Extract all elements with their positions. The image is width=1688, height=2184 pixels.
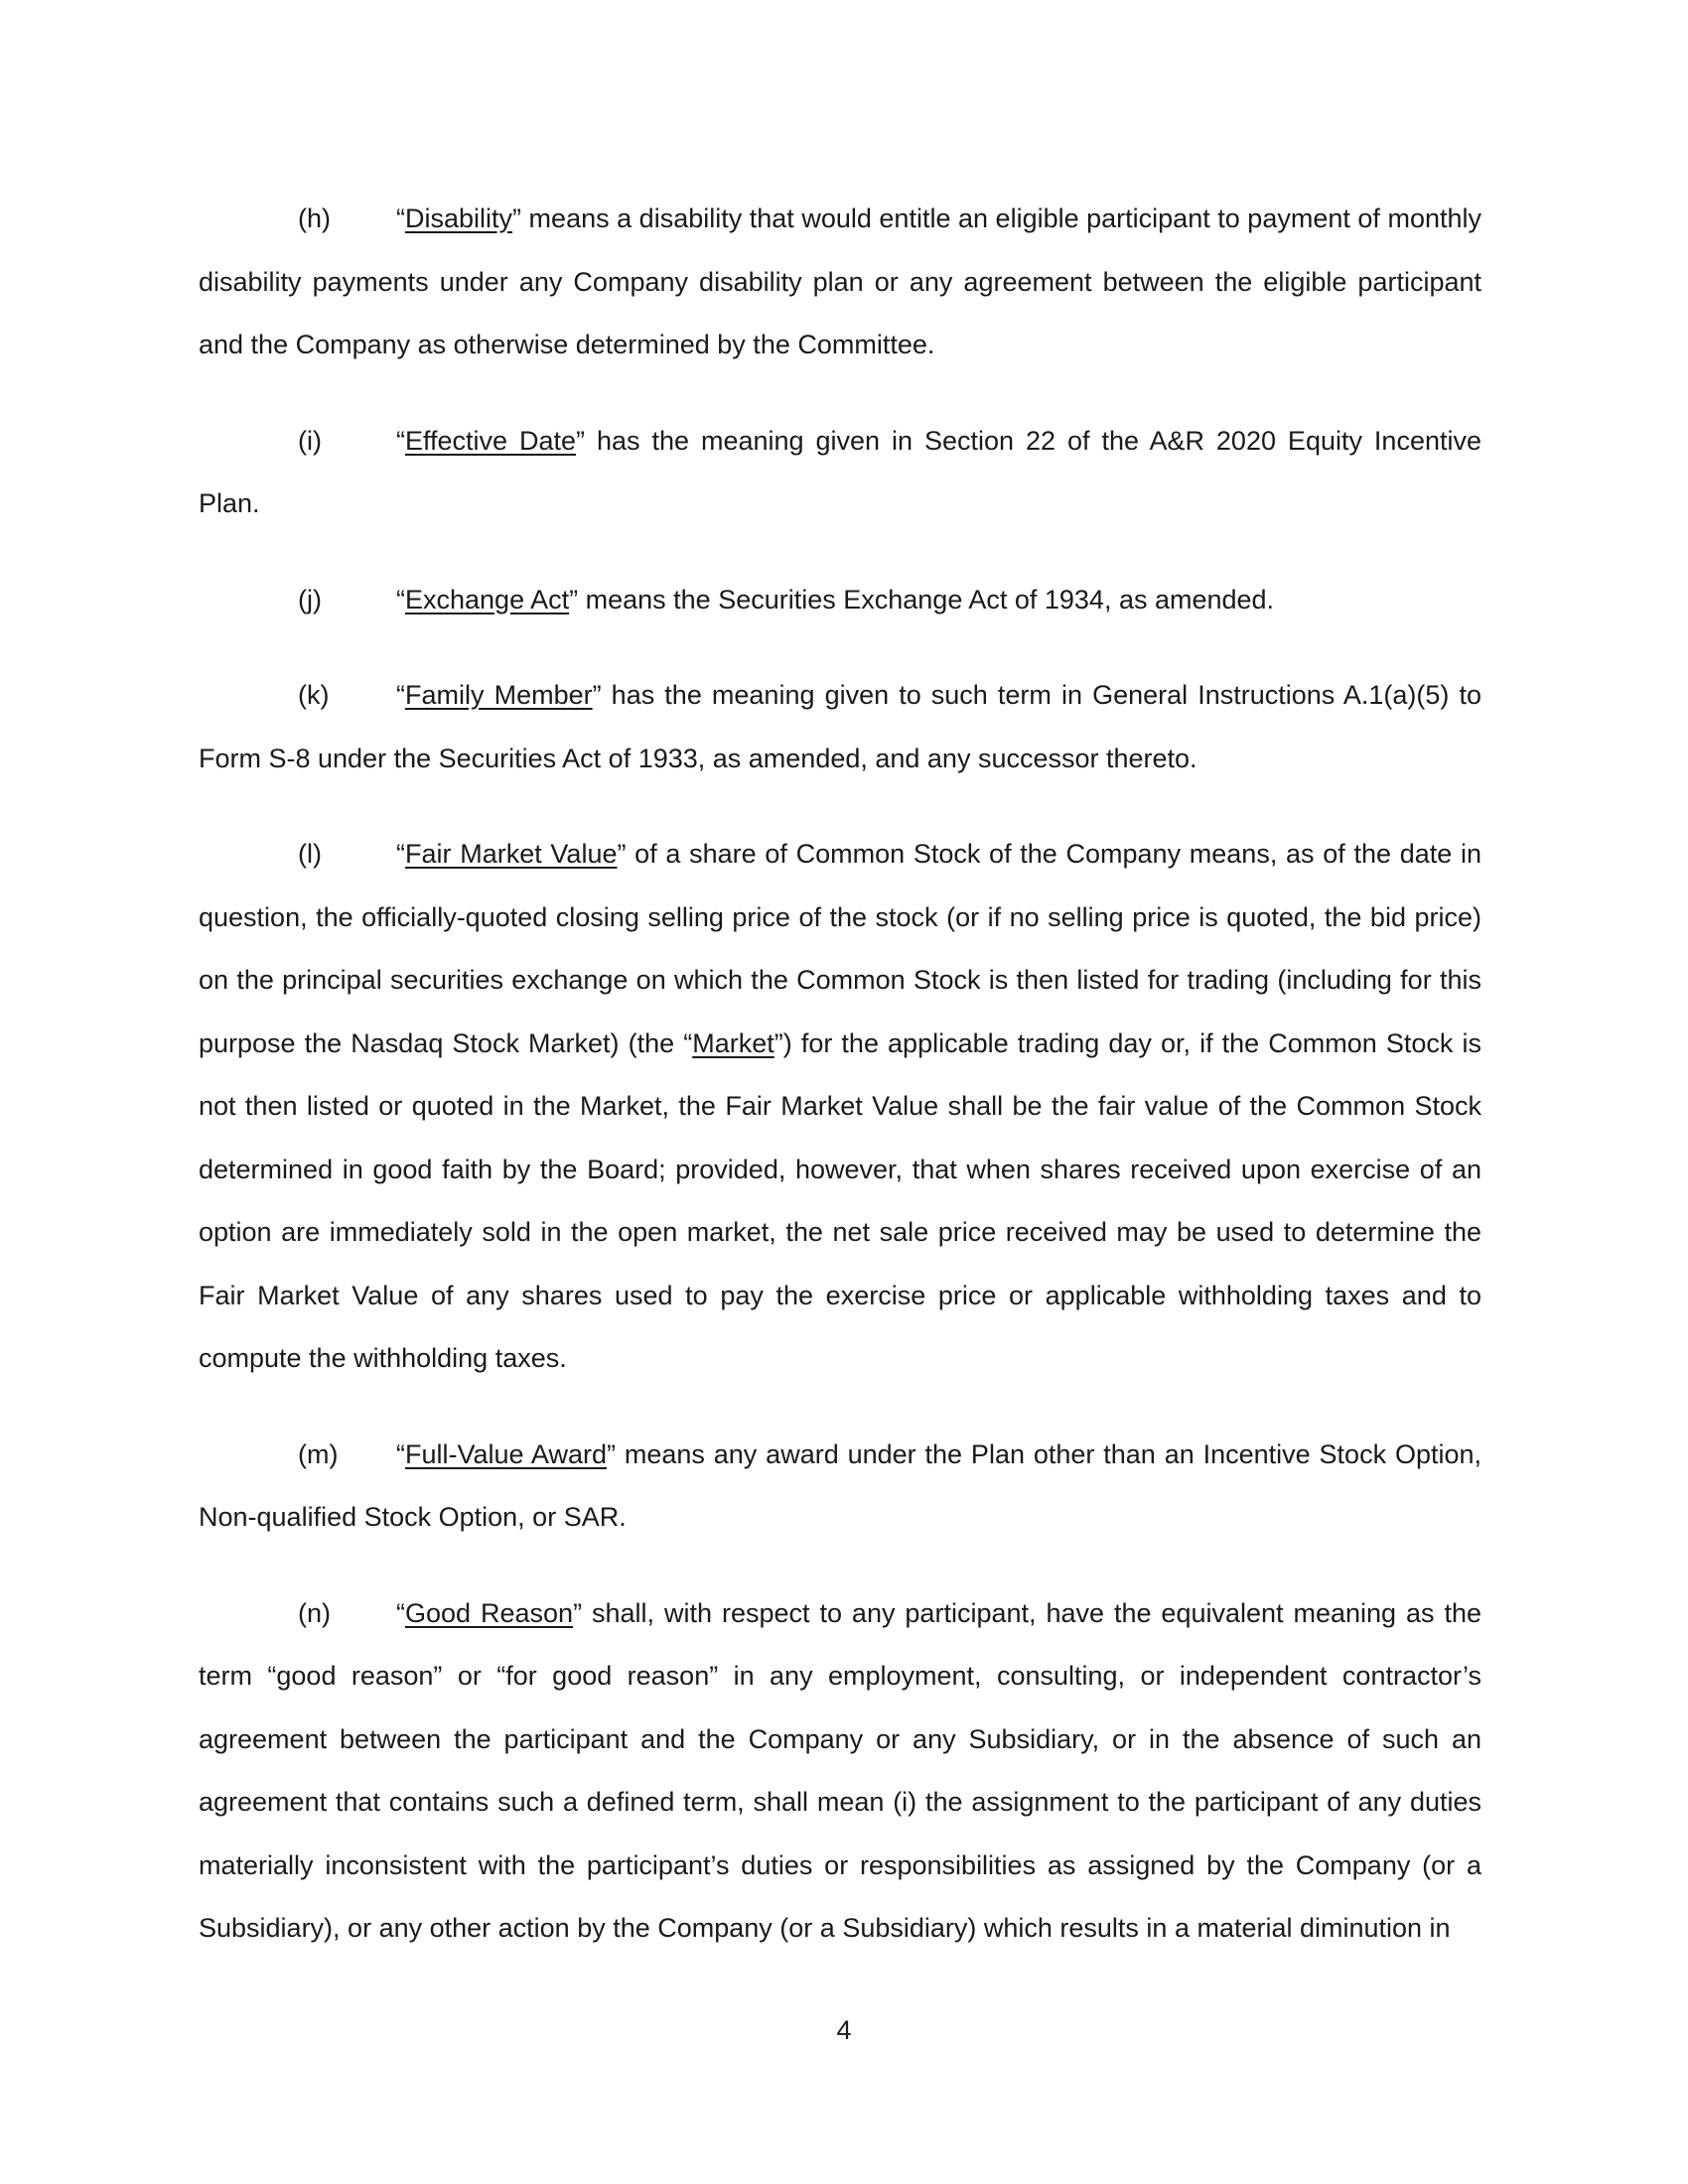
definition-effective-date (199, 410, 1481, 536)
clause-number: (i) (298, 425, 322, 456)
defined-term: Effective Date (405, 425, 577, 456)
definition-full-value-award (199, 1424, 1481, 1550)
definition-text: ” means any award under the Plan other than an Incentive Stock Option, Non-qualified Stock Option, or SAR. (199, 1438, 1481, 1532)
definition-family-member (199, 664, 1481, 790)
open-quote: “ (396, 839, 405, 869)
definition-text: ” shall, with respect to any participant, have the equivalent meaning as the term “good reason” or “for good reason” in any employment, consulting, or independent contractor’s agreement between the participant and the Company or any Subsidiary, or in the absence of such an agreement that contains such a defined term, shall mean (i) the assignment to the participant of any duties materially inconsistent with the participant’s duties or responsibilities as assigned by the Company (or a Subsidiary), or any other action by the Company (or a Subsidiary) which results in a material diminution in (199, 1597, 1482, 1943)
defined-term: Fair Market Value (405, 839, 618, 869)
open-quote: “ (396, 584, 405, 614)
definition-text: ” of a share of Common Stock of the Company means, as of the date in question, the officially-quoted closing selling price of the stock (or if no selling price is quoted, the bid price) on the principal securities exchange on which the Common Stock is then listed for trading (including for this purpose the Nasdaq Stock Market) (the “ (199, 839, 1481, 1058)
definition-text: ” means the Securities Exchange Act of 1934, as amended. (569, 584, 1275, 614)
definition-disability (199, 188, 1481, 377)
defined-term: Full-Value Award (405, 1438, 607, 1469)
open-quote: “ (396, 680, 405, 710)
definition-text: ” has the meaning given in Section 22 of the A&R 2020 Equity Incentive Plan. (199, 425, 1481, 518)
defined-term: Disability (405, 204, 513, 233)
definition-exchange-act (199, 569, 1481, 632)
clause-number: (h) (298, 204, 331, 233)
clause-number: (n) (298, 1597, 331, 1628)
document-body (199, 188, 1481, 1993)
clause-number: (m) (298, 1438, 339, 1469)
definition-fair-market-value (199, 823, 1481, 1391)
defined-term: Exchange Act (405, 584, 570, 614)
open-quote: “ (396, 1438, 405, 1469)
open-quote: “ (396, 425, 405, 456)
definition-text: ” means a disability that would entitle an eligible participant to payment of monthly disability payments under any Company disability plan or any agreement between the eligible participant and the Company as otherwise determined by the Committee. (199, 204, 1481, 359)
page-number: 4 (836, 2015, 852, 2045)
defined-term-market: Market (692, 1027, 774, 1058)
clause-number: (k) (298, 680, 330, 710)
definition-text: ” has the meaning given to such term in General Instructions A.1(a)(5) to Form S-8 under the Securities Act of 1933, as amended, and any successor thereto. (199, 680, 1481, 773)
open-quote: “ (396, 1597, 405, 1628)
defined-term: Family Member (405, 680, 593, 710)
definition-good-reason (199, 1582, 1481, 1961)
open-quote: “ (396, 204, 405, 233)
clause-number: (l) (298, 839, 322, 869)
defined-term: Good Reason (405, 1597, 574, 1628)
clause-number: (j) (298, 584, 322, 614)
definition-text-continued: ”) for the applicable trading day or, if the Common Stock is not then listed or quoted in the Market, the Fair Market Value shall be the fair value of the Common Stock determined in good faith by the Board; provided, however, that when shares received upon exercise of an option are immediately sold in the open market, the net sale price received may be used to determine the Fair Market Value of any shares used to pay the exercise price or applicable withholding taxes and to compute the withholding taxes. (199, 1027, 1482, 1373)
